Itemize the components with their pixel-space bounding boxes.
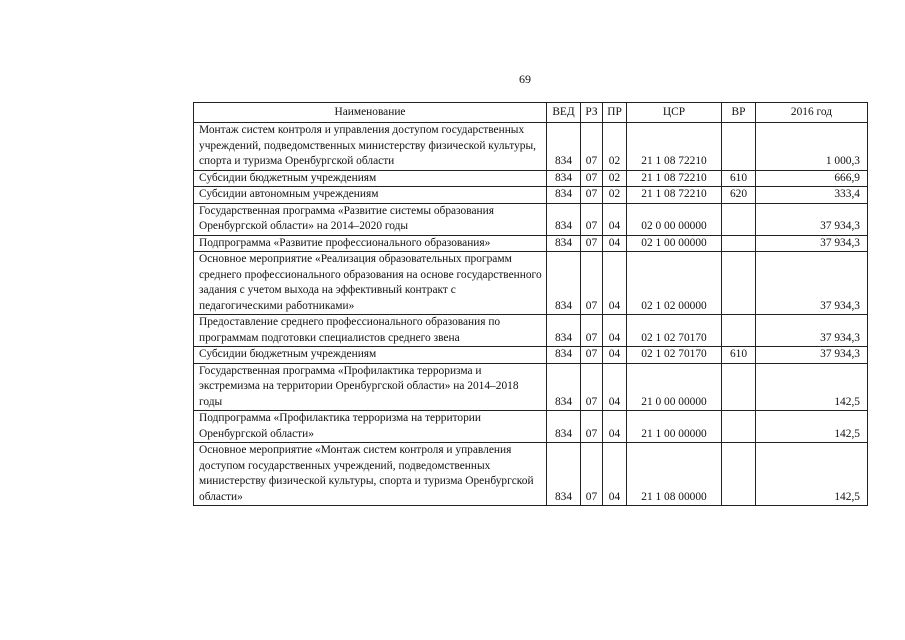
row-csr: 21 1 08 72210 bbox=[627, 187, 722, 204]
header-ved: ВЕД bbox=[547, 103, 581, 123]
row-amount: 1 000,3 bbox=[756, 123, 868, 171]
row-vr: 620 bbox=[722, 187, 756, 204]
table-row bbox=[194, 411, 868, 443]
row-csr: 02 0 00 00000 bbox=[627, 203, 722, 235]
row-vr bbox=[722, 315, 756, 347]
row-amount: 142,5 bbox=[756, 363, 868, 411]
row-amount: 37 934,3 bbox=[756, 203, 868, 235]
row-vr: 610 bbox=[722, 347, 756, 364]
table-row bbox=[194, 203, 868, 235]
table-header-row bbox=[194, 103, 868, 123]
row-csr: 02 1 02 70170 bbox=[627, 315, 722, 347]
row-name: Государственная программа «Развитие системы образования Оренбургской области» на 2014–2020 годы bbox=[194, 203, 547, 235]
row-pr: 04 bbox=[603, 252, 627, 315]
row-name: Предоставление среднего профессионального образования по программам подготовки специалистов среднего звена bbox=[194, 315, 547, 347]
row-csr: 21 1 00 00000 bbox=[627, 411, 722, 443]
row-ved: 834 bbox=[547, 123, 581, 171]
row-ved: 834 bbox=[547, 443, 581, 506]
row-pr: 02 bbox=[603, 170, 627, 187]
table-row bbox=[194, 123, 868, 171]
row-pr: 04 bbox=[603, 203, 627, 235]
row-ved: 834 bbox=[547, 187, 581, 204]
row-ved: 834 bbox=[547, 170, 581, 187]
row-csr: 21 0 00 00000 bbox=[627, 363, 722, 411]
row-amount: 37 934,3 bbox=[756, 347, 868, 364]
row-csr: 21 1 08 72210 bbox=[627, 170, 722, 187]
table-row bbox=[194, 363, 868, 411]
row-vr bbox=[722, 252, 756, 315]
row-name: Монтаж систем контроля и управления доступом государственных учреждений, подведомственных министерству физической культуры, спорта и туризма Оренбургской области bbox=[194, 123, 547, 171]
row-amount: 37 934,3 bbox=[756, 315, 868, 347]
row-pr: 04 bbox=[603, 443, 627, 506]
row-name: Государственная программа «Профилактика терроризма и экстремизма на территории Оренбургской области» на 2014–2018 годы bbox=[194, 363, 547, 411]
row-rz: 07 bbox=[581, 411, 603, 443]
row-rz: 07 bbox=[581, 123, 603, 171]
row-rz: 07 bbox=[581, 252, 603, 315]
row-name: Основное мероприятие «Реализация образовательных программ среднего профессионального образования на основе государственного задания с учетом выхода на эффективный контракт с педагогическими работниками» bbox=[194, 252, 547, 315]
row-amount: 142,5 bbox=[756, 411, 868, 443]
row-csr: 21 1 08 72210 bbox=[627, 123, 722, 171]
row-rz: 07 bbox=[581, 187, 603, 204]
budget-table bbox=[193, 102, 868, 506]
row-name: Подпрограмма «Профилактика терроризма на территории Оренбургской области» bbox=[194, 411, 547, 443]
row-csr: 02 1 02 70170 bbox=[627, 347, 722, 364]
header-name: Наименование bbox=[194, 103, 547, 123]
row-amount: 37 934,3 bbox=[756, 235, 868, 252]
table-row bbox=[194, 443, 868, 506]
row-pr: 04 bbox=[603, 347, 627, 364]
table-row bbox=[194, 187, 868, 204]
row-ved: 834 bbox=[547, 411, 581, 443]
row-pr: 04 bbox=[603, 363, 627, 411]
header-year: 2016 год bbox=[756, 103, 868, 123]
row-csr: 02 1 00 00000 bbox=[627, 235, 722, 252]
row-pr: 04 bbox=[603, 315, 627, 347]
row-pr: 04 bbox=[603, 411, 627, 443]
header-vr: ВР bbox=[722, 103, 756, 123]
table-row bbox=[194, 315, 868, 347]
row-vr bbox=[722, 411, 756, 443]
row-name: Субсидии бюджетным учреждениям bbox=[194, 347, 547, 364]
row-pr: 04 bbox=[603, 235, 627, 252]
row-amount: 142,5 bbox=[756, 443, 868, 506]
row-pr: 02 bbox=[603, 123, 627, 171]
row-rz: 07 bbox=[581, 170, 603, 187]
header-csr: ЦСР bbox=[627, 103, 722, 123]
row-name: Субсидии автономным учреждениям bbox=[194, 187, 547, 204]
row-rz: 07 bbox=[581, 235, 603, 252]
row-ved: 834 bbox=[547, 235, 581, 252]
page-number: 69 bbox=[519, 72, 531, 86]
table-row bbox=[194, 252, 868, 315]
row-amount: 37 934,3 bbox=[756, 252, 868, 315]
row-vr bbox=[722, 203, 756, 235]
row-pr: 02 bbox=[603, 187, 627, 204]
row-csr: 02 1 02 00000 bbox=[627, 252, 722, 315]
row-rz: 07 bbox=[581, 203, 603, 235]
row-vr: 610 bbox=[722, 170, 756, 187]
row-name: Субсидии бюджетным учреждениям bbox=[194, 170, 547, 187]
row-ved: 834 bbox=[547, 347, 581, 364]
row-rz: 07 bbox=[581, 443, 603, 506]
row-amount: 666,9 bbox=[756, 170, 868, 187]
table-row bbox=[194, 170, 868, 187]
header-rz: РЗ bbox=[581, 103, 603, 123]
table-row bbox=[194, 347, 868, 364]
row-vr bbox=[722, 363, 756, 411]
row-csr: 21 1 08 00000 bbox=[627, 443, 722, 506]
row-rz: 07 bbox=[581, 363, 603, 411]
row-vr bbox=[722, 235, 756, 252]
row-name: Подпрограмма «Развитие профессионального образования» bbox=[194, 235, 547, 252]
row-ved: 834 bbox=[547, 315, 581, 347]
header-pr: ПР bbox=[603, 103, 627, 123]
row-vr bbox=[722, 123, 756, 171]
row-rz: 07 bbox=[581, 315, 603, 347]
row-ved: 834 bbox=[547, 203, 581, 235]
row-ved: 834 bbox=[547, 252, 581, 315]
row-amount: 333,4 bbox=[756, 187, 868, 204]
row-vr bbox=[722, 443, 756, 506]
row-ved: 834 bbox=[547, 363, 581, 411]
row-name: Основное мероприятие «Монтаж систем контроля и управления доступом государственных учреждений, подведомственных министерству физической культуры, спорта и туризма Оренбургской области» bbox=[194, 443, 547, 506]
row-rz: 07 bbox=[581, 347, 603, 364]
table-row bbox=[194, 235, 868, 252]
